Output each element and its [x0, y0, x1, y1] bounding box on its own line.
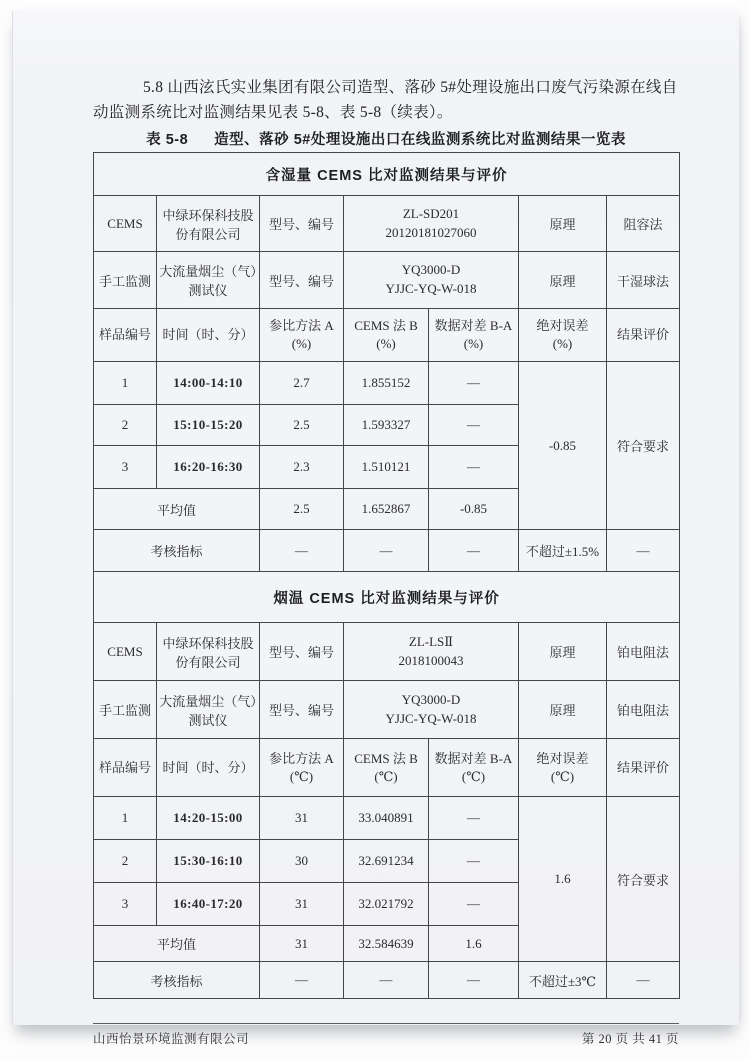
- equipment-row-cems: [94, 196, 680, 252]
- cell-average-reference: 31: [260, 926, 344, 962]
- cell-time: 14:00-14:10: [157, 362, 260, 405]
- cell-model-label: 型号、编号: [260, 681, 344, 739]
- cell-sample-no: 3: [94, 883, 157, 926]
- cell-vendor: 大流量烟尘（气）测试仪: [157, 681, 260, 739]
- cell-model-label: 型号、编号: [260, 252, 344, 309]
- cell-reference-value: 2.5: [260, 405, 344, 446]
- cell-time: 14:20-15:00: [157, 797, 260, 840]
- cell-assessment-d: —: [429, 962, 519, 999]
- header-unit: (%): [291, 336, 312, 351]
- cell-sample-no: 1: [94, 797, 157, 840]
- cell-assessment-limit: 不超过±1.5%: [519, 530, 607, 572]
- cell-principle-label: 原理: [519, 681, 607, 739]
- assessment-row: [94, 530, 680, 572]
- cell-reference-value: 31: [260, 797, 344, 840]
- cell-principle-value: 阻容法: [607, 196, 680, 252]
- cell-diff-value: —: [429, 362, 519, 405]
- footer-company: 山西怡景环境监测有限公司: [93, 1032, 250, 1046]
- cell-diff-value: —: [429, 446, 519, 489]
- cell-diff-value: —: [429, 797, 519, 840]
- paper: [12, 11, 739, 1046]
- cell-abs-error-merged: -0.85: [519, 362, 607, 530]
- header-unit: (%): [376, 336, 396, 351]
- cell-assessment-label: 考核指标: [94, 962, 260, 999]
- header-line1: CEMS 法 B: [354, 318, 418, 334]
- col-header-reference: [260, 739, 344, 797]
- cell-reference-value: 2.3: [260, 446, 344, 489]
- header-line1: 数据对差 B-A: [434, 750, 513, 766]
- cell-model-value: [344, 681, 519, 739]
- cell-cems-value: 1.510121: [344, 446, 429, 489]
- cell-abs-error-merged: 1.6: [519, 797, 607, 962]
- cell-average-cems: 1.652867: [344, 489, 429, 530]
- cell-average-reference: 2.5: [260, 489, 344, 530]
- cell-average-diff: 1.6: [429, 926, 519, 962]
- cell-assessment-d: —: [429, 530, 519, 572]
- col-header-time: 时间（时、分）: [157, 739, 260, 797]
- header-line1: 绝对误差: [536, 318, 589, 334]
- cell-reference-value: 31: [260, 883, 344, 926]
- col-header-diff: [429, 309, 519, 362]
- model-line1: YQ3000-D: [401, 691, 461, 707]
- cell-sample-no: 3: [94, 446, 157, 489]
- cell-assessment-a: —: [260, 962, 344, 999]
- model-line2: 20120181027060: [385, 224, 477, 240]
- cell-diff-value: —: [429, 883, 519, 926]
- section1-title: 含湿量 CEMS 比对监测结果与评价: [94, 153, 680, 196]
- cell-assessment-eval: —: [607, 530, 680, 572]
- cell-time: 15:30-16:10: [157, 840, 260, 883]
- section2-title: 烟温 CEMS 比对监测结果与评价: [94, 572, 680, 623]
- cell-system-label: 手工监测: [94, 681, 157, 739]
- cell-assessment-label: 考核指标: [94, 530, 260, 572]
- cell-evaluation-merged: 符合要求: [607, 797, 680, 962]
- col-header-result: 结果评价: [607, 309, 680, 362]
- col-header-abs-error: [519, 739, 607, 797]
- cell-cems-value: 33.040891: [344, 797, 429, 840]
- col-header-cems: [344, 309, 429, 362]
- cell-average-cems: 32.584639: [344, 926, 429, 962]
- cell-model-value: [344, 252, 519, 309]
- intro-paragraph: 5.8 山西泫氏实业集团有限公司造型、落砂 5#处理设施出口废气污染源在线自动监测系统比对监测结果见表 5-8、表 5-8（续表）。: [93, 79, 678, 121]
- header-line1: CEMS 法 B: [354, 750, 418, 766]
- header-unit: (℃): [374, 768, 398, 784]
- header-line1: 参比方法 A: [269, 750, 334, 766]
- cell-cems-value: 32.691234: [344, 840, 429, 883]
- col-header-cems: [344, 739, 429, 797]
- col-header-sample: 样品编号: [94, 739, 157, 797]
- cell-sample-no: 1: [94, 362, 157, 405]
- cell-evaluation-merged: 符合要求: [607, 362, 680, 530]
- cell-model-value: [344, 623, 519, 681]
- cell-average-label: 平均值: [94, 489, 260, 530]
- section2-title-row: [94, 572, 680, 623]
- cell-reference-value: 30: [260, 840, 344, 883]
- header-unit: (℃): [289, 768, 314, 784]
- header-unit: (℃): [461, 768, 486, 784]
- cell-sample-no: 2: [94, 405, 157, 446]
- cell-principle-label: 原理: [519, 252, 607, 309]
- cell-sample-no: 2: [94, 840, 157, 883]
- table-caption-title: 造型、落砂 5#处理设施出口在线监测系统比对监测结果一览表: [214, 132, 626, 148]
- cell-diff-value: —: [429, 405, 519, 446]
- model-line1: YQ3000-D: [401, 262, 461, 278]
- cell-principle-label: 原理: [519, 196, 607, 252]
- header-unit: (℃): [550, 768, 575, 784]
- col-header-time: 时间（时、分）: [157, 309, 260, 362]
- cell-assessment-eval: —: [607, 962, 680, 999]
- header-line1: 绝对误差: [536, 750, 589, 766]
- cell-model-label: 型号、编号: [260, 623, 344, 681]
- cell-principle-value: 干湿球法: [607, 252, 680, 309]
- cell-time: 16:40-17:20: [157, 883, 260, 926]
- table-caption-label: 表 5-8: [146, 132, 189, 148]
- header-row: [94, 739, 680, 797]
- col-header-sample: 样品编号: [94, 309, 157, 362]
- cell-system-label: CEMS: [94, 623, 157, 681]
- data-row: [94, 362, 680, 405]
- model-line2: YJJC-YQ-W-018: [385, 281, 477, 296]
- data-row: [94, 797, 680, 840]
- cell-average-label: 平均值: [94, 926, 260, 962]
- cell-system-label: CEMS: [94, 196, 157, 252]
- cell-average-diff: -0.85: [429, 489, 519, 530]
- assessment-row: [94, 962, 680, 999]
- cell-time: 15:10-15:20: [157, 405, 260, 446]
- footer-page-number: 第 20 页 共 41 页: [581, 1032, 679, 1046]
- model-line2: 2018100043: [398, 652, 464, 668]
- equipment-row-cems: [94, 623, 680, 681]
- col-header-abs-error: [519, 309, 607, 362]
- col-header-diff: [429, 739, 519, 797]
- cell-model-value: [344, 196, 519, 252]
- header-line1: 数据对差 B-A: [434, 318, 513, 334]
- model-line1: ZL-LSⅡ: [408, 633, 454, 649]
- header-line1: 参比方法 A: [269, 318, 334, 334]
- equipment-row-manual: [94, 681, 680, 739]
- cell-system-label: 手工监测: [94, 252, 157, 309]
- cell-cems-value: 1.593327: [344, 405, 429, 446]
- cell-vendor: 中绿环保科技股份有限公司: [157, 196, 260, 252]
- cell-assessment-limit: 不超过±3℃: [519, 962, 607, 999]
- cell-vendor: 中绿环保科技股份有限公司: [157, 623, 260, 681]
- cell-assessment-b: —: [344, 962, 429, 999]
- cell-assessment-a: —: [260, 530, 344, 572]
- header-row: [94, 309, 680, 362]
- table-caption: [93, 128, 679, 149]
- cell-principle-value: 铂电阻法: [607, 681, 680, 739]
- page-footer: [93, 1023, 679, 1047]
- cell-time: 16:20-16:30: [157, 446, 260, 489]
- cell-cems-value: 1.855152: [344, 362, 429, 405]
- equipment-row-manual: [94, 252, 680, 309]
- section1-title-row: [94, 153, 680, 196]
- cell-reference-value: 2.7: [260, 362, 344, 405]
- cell-principle-value: 铂电阻法: [607, 623, 680, 681]
- cell-vendor: 大流量烟尘（气）测试仪: [157, 252, 260, 309]
- col-header-result: 结果评价: [607, 739, 680, 797]
- cell-principle-label: 原理: [519, 623, 607, 681]
- col-header-reference: [260, 309, 344, 362]
- cell-diff-value: —: [429, 840, 519, 883]
- comparison-table: [93, 152, 680, 999]
- model-line1: ZL-SD201: [402, 205, 460, 221]
- header-unit: (%): [463, 336, 484, 351]
- cell-assessment-b: —: [344, 530, 429, 572]
- header-unit: (%): [552, 336, 573, 351]
- cell-model-label: 型号、编号: [260, 196, 344, 252]
- cell-cems-value: 32.021792: [344, 883, 429, 926]
- model-line2: YJJC-YQ-W-018: [385, 710, 477, 726]
